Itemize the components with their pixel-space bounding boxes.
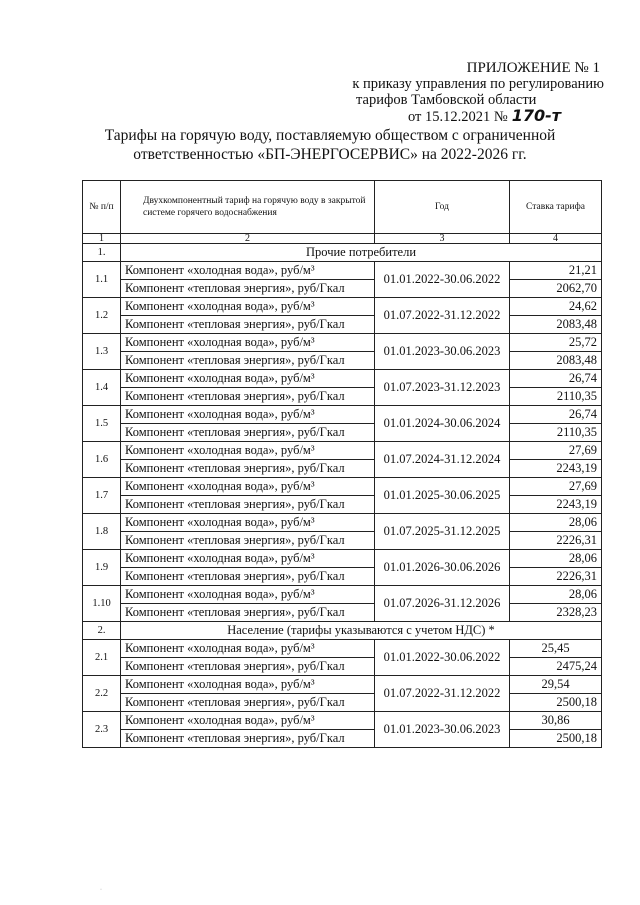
heat-energy-component-label: Компонент «тепловая энергия», руб/Гкал — [121, 388, 375, 406]
table-row — [83, 460, 602, 478]
cold-water-rate: 27,69 — [510, 478, 602, 496]
column-number: 3 — [375, 234, 510, 244]
table-row — [83, 352, 602, 370]
appendix-date-line — [330, 108, 620, 125]
row-number: 1.3 — [83, 334, 121, 370]
row-number: 1.6 — [83, 442, 121, 478]
heat-energy-component-label: Компонент «тепловая энергия», руб/Гкал — [121, 568, 375, 586]
cold-water-rate: 30,86 — [510, 712, 602, 730]
appendix-date: от 15.12.2021 № — [408, 109, 508, 125]
heat-energy-component-label: Компонент «тепловая энергия», руб/Гкал — [121, 460, 375, 478]
heat-energy-component-label: Компонент «тепловая энергия», руб/Гкал — [121, 424, 375, 442]
cold-water-component-label: Компонент «холодная вода», руб/м³ — [121, 406, 375, 424]
section-label: Население (тарифы указываются с учетом НДС) * — [121, 622, 602, 640]
table-row — [83, 568, 602, 586]
heat-energy-component-label: Компонент «тепловая энергия», руб/Гкал — [121, 730, 375, 748]
cold-water-component-label: Компонент «холодная вода», руб/м³ — [121, 676, 375, 694]
table-row — [83, 478, 602, 496]
tariff-table — [82, 180, 602, 748]
section-row — [83, 622, 602, 640]
period-cell: 01.01.2023-30.06.2023 — [375, 712, 510, 748]
table-row — [83, 586, 602, 604]
period-cell: 01.07.2022-31.12.2022 — [375, 298, 510, 334]
heat-energy-component-label: Компонент «тепловая энергия», руб/Гкал — [121, 532, 375, 550]
table-row — [83, 298, 602, 316]
cold-water-component-label: Компонент «холодная вода», руб/м³ — [121, 370, 375, 388]
table-row — [83, 496, 602, 514]
header-rate: Ставка тарифа — [510, 181, 602, 234]
cold-water-rate: 24,62 — [510, 298, 602, 316]
period-cell: 01.07.2025-31.12.2025 — [375, 514, 510, 550]
cold-water-component-label: Компонент «холодная вода», руб/м³ — [121, 550, 375, 568]
cold-water-rate: 21,21 — [510, 262, 602, 280]
row-number: 1.10 — [83, 586, 121, 622]
period-cell: 01.07.2023-31.12.2023 — [375, 370, 510, 406]
title-line-2: ответственностью «БП-ЭНЕРГОСЕРВИС» на 2022-2026 гг. — [133, 146, 527, 163]
table-row — [83, 712, 602, 730]
row-number: 1.5 — [83, 406, 121, 442]
heat-energy-rate: 2110,35 — [510, 388, 602, 406]
heat-energy-rate: 2083,48 — [510, 316, 602, 334]
tariff-table-body — [83, 244, 602, 748]
table-row — [83, 730, 602, 748]
period-cell: 01.01.2023-30.06.2023 — [375, 334, 510, 370]
column-number: 2 — [121, 234, 375, 244]
table-row — [83, 442, 602, 460]
heat-energy-rate: 2062,70 — [510, 280, 602, 298]
column-number: 4 — [510, 234, 602, 244]
row-number: 1.1 — [83, 262, 121, 298]
row-number: 1.9 — [83, 550, 121, 586]
heat-energy-component-label: Компонент «тепловая энергия», руб/Гкал — [121, 496, 375, 514]
table-row — [83, 424, 602, 442]
cold-water-rate: 28,06 — [510, 586, 602, 604]
period-cell: 01.07.2022-31.12.2022 — [375, 676, 510, 712]
heat-energy-component-label: Компонент «тепловая энергия», руб/Гкал — [121, 694, 375, 712]
appendix-order-line: к приказу управления по регулированию — [352, 76, 604, 92]
heat-energy-component-label: Компонент «тепловая энергия», руб/Гкал — [121, 316, 375, 334]
header-description: Двухкомпонентный тариф на горячую воду в закрытой системе горячего водоснабжения — [121, 181, 375, 234]
row-number: 1.7 — [83, 478, 121, 514]
table-row — [83, 658, 602, 676]
row-number: 2.1 — [83, 640, 121, 676]
table-header-row — [83, 181, 602, 234]
period-cell: 01.01.2022-30.06.2022 — [375, 262, 510, 298]
heat-energy-rate: 2083,48 — [510, 352, 602, 370]
heat-energy-component-label: Компонент «тепловая энергия», руб/Гкал — [121, 352, 375, 370]
table-row — [83, 676, 602, 694]
heat-energy-component-label: Компонент «тепловая энергия», руб/Гкал — [121, 604, 375, 622]
table-row — [83, 370, 602, 388]
table-row — [83, 280, 602, 298]
period-cell: 01.07.2024-31.12.2024 — [375, 442, 510, 478]
section-row — [83, 244, 602, 262]
period-cell: 01.01.2026-30.06.2026 — [375, 550, 510, 586]
cold-water-component-label: Компонент «холодная вода», руб/м³ — [121, 442, 375, 460]
header-num: № п/п — [83, 181, 121, 234]
cold-water-rate: 26,74 — [510, 406, 602, 424]
table-row — [83, 532, 602, 550]
row-number: 1.8 — [83, 514, 121, 550]
table-row — [83, 550, 602, 568]
period-cell: 01.01.2024-30.06.2024 — [375, 406, 510, 442]
appendix-header — [330, 60, 620, 125]
page-mark: · — [100, 887, 102, 893]
table-row — [83, 388, 602, 406]
title-line-1: Тарифы на горячую воду, поставляемую обществом с ограниченной — [104, 127, 556, 144]
header-year: Год — [375, 181, 510, 234]
table-row — [83, 640, 602, 658]
column-number: 1 — [83, 234, 121, 244]
cold-water-rate: 25,45 — [510, 640, 602, 658]
table-row — [83, 694, 602, 712]
row-number: 1.2 — [83, 298, 121, 334]
appendix-title: ПРИЛОЖЕНИЕ № 1 — [466, 60, 600, 76]
table-row — [83, 406, 602, 424]
cold-water-component-label: Компонент «холодная вода», руб/м³ — [121, 262, 375, 280]
heat-energy-rate: 2243,19 — [510, 496, 602, 514]
document-title — [60, 126, 600, 164]
cold-water-component-label: Компонент «холодная вода», руб/м³ — [121, 640, 375, 658]
section-number: 1. — [83, 244, 121, 262]
cold-water-component-label: Компонент «холодная вода», руб/м³ — [121, 712, 375, 730]
heat-energy-rate: 2500,18 — [510, 694, 602, 712]
table-row — [83, 514, 602, 532]
heat-energy-rate: 2475,24 — [510, 658, 602, 676]
cold-water-rate: 25,72 — [510, 334, 602, 352]
table-row — [83, 334, 602, 352]
table-row — [83, 604, 602, 622]
cold-water-rate: 29,54 — [510, 676, 602, 694]
period-cell: 01.07.2026-31.12.2026 — [375, 586, 510, 622]
cold-water-rate: 28,06 — [510, 550, 602, 568]
heat-energy-rate: 2328,23 — [510, 604, 602, 622]
cold-water-component-label: Компонент «холодная вода», руб/м³ — [121, 298, 375, 316]
handwritten-order-number: 170-т — [511, 106, 562, 125]
cold-water-component-label: Компонент «холодная вода», руб/м³ — [121, 334, 375, 352]
period-cell: 01.01.2022-30.06.2022 — [375, 640, 510, 676]
cold-water-component-label: Компонент «холодная вода», руб/м³ — [121, 514, 375, 532]
row-number: 2.2 — [83, 676, 121, 712]
row-number: 1.4 — [83, 370, 121, 406]
cold-water-rate: 26,74 — [510, 370, 602, 388]
table-row — [83, 262, 602, 280]
heat-energy-rate: 2243,19 — [510, 460, 602, 478]
cold-water-component-label: Компонент «холодная вода», руб/м³ — [121, 586, 375, 604]
cold-water-component-label: Компонент «холодная вода», руб/м³ — [121, 478, 375, 496]
heat-energy-rate: 2110,35 — [510, 424, 602, 442]
heat-energy-rate: 2500,18 — [510, 730, 602, 748]
cold-water-rate: 28,06 — [510, 514, 602, 532]
table-row — [83, 316, 602, 334]
column-number-row — [83, 234, 602, 244]
period-cell: 01.01.2025-30.06.2025 — [375, 478, 510, 514]
section-label: Прочие потребители — [121, 244, 602, 262]
heat-energy-component-label: Компонент «тепловая энергия», руб/Гкал — [121, 658, 375, 676]
appendix-authority-line: тарифов Тамбовской области — [356, 92, 537, 108]
heat-energy-rate: 2226,31 — [510, 532, 602, 550]
heat-energy-rate: 2226,31 — [510, 568, 602, 586]
cold-water-rate: 27,69 — [510, 442, 602, 460]
heat-energy-component-label: Компонент «тепловая энергия», руб/Гкал — [121, 280, 375, 298]
section-number: 2. — [83, 622, 121, 640]
row-number: 2.3 — [83, 712, 121, 748]
